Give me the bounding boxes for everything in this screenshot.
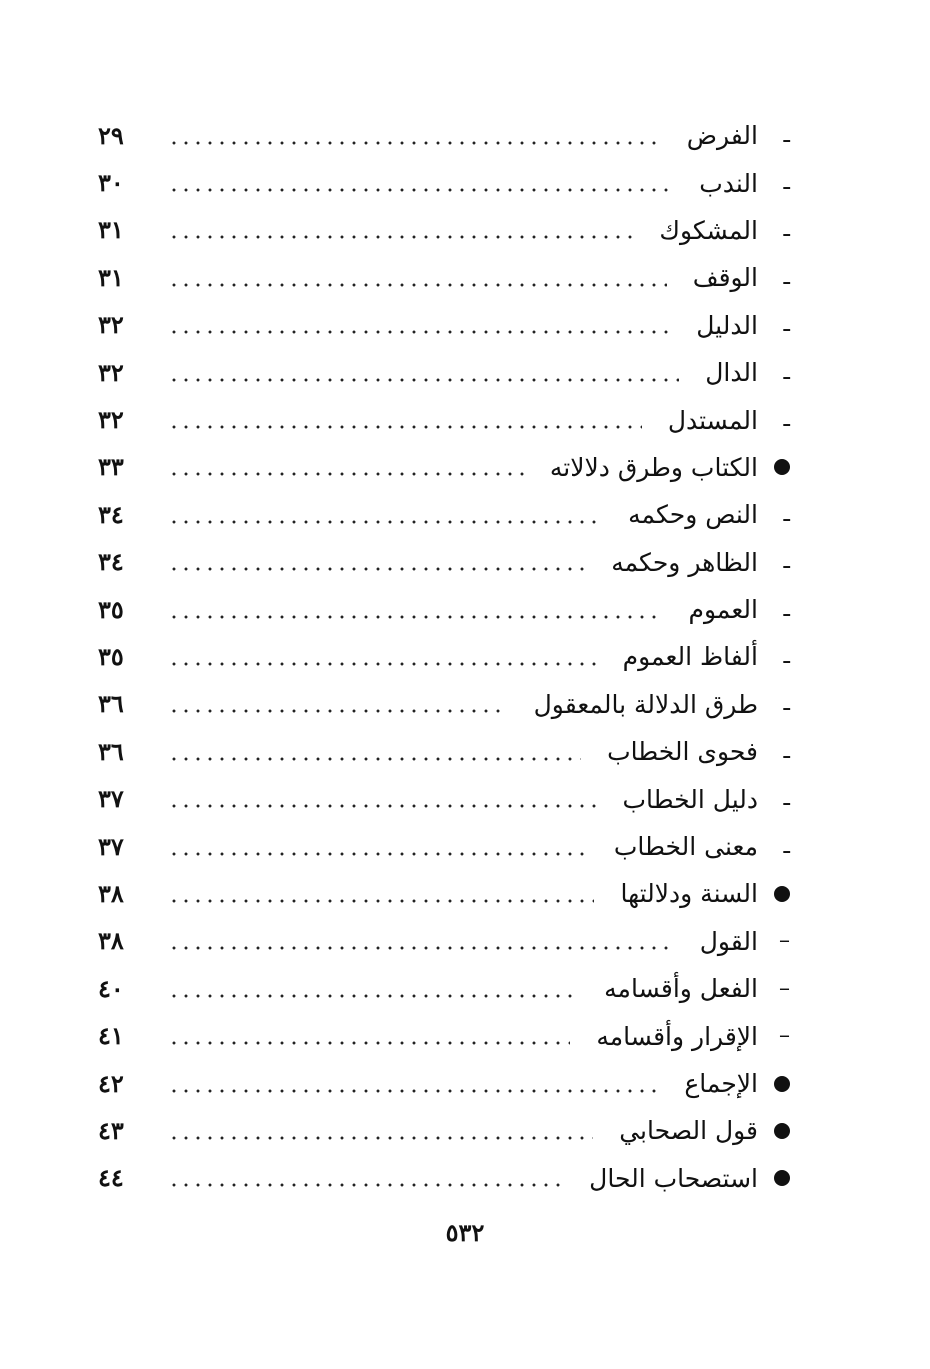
- bullet-icon: [774, 1076, 790, 1092]
- toc-section-title: السنة ودلالتها: [620, 879, 758, 909]
- dash-marker: ـ: [783, 217, 790, 243]
- toc-page-number: ٤٣: [98, 1115, 124, 1145]
- toc-row: [98, 728, 790, 775]
- toc-entry-title: النص وحكمه: [628, 500, 758, 530]
- toc-row: [98, 823, 790, 870]
- dot-leader: [168, 567, 585, 571]
- dash-marker: ـ: [783, 312, 790, 338]
- dash-marker: ـ: [783, 738, 790, 764]
- dot-leader: [168, 662, 597, 666]
- dot-leader: [168, 472, 524, 476]
- toc-entry-title: الفعل وأقسامه: [604, 974, 758, 1004]
- toc-page-number: ٤٢: [98, 1068, 124, 1098]
- dash-marker: ـ: [783, 643, 790, 669]
- toc-entry-title: الندب: [699, 168, 758, 198]
- toc-entry-title: فحوى الخطاب: [607, 737, 758, 767]
- toc-row: [98, 491, 790, 538]
- dash-marker: ـ: [783, 501, 790, 527]
- dot-leader: [168, 709, 508, 713]
- toc-page-number: ٣٤: [98, 547, 124, 577]
- bullet-marker: [758, 886, 790, 902]
- toc-row: [98, 207, 790, 254]
- dot-leader: [168, 1183, 563, 1187]
- toc-row: [98, 681, 790, 728]
- toc-entry-title: الدال: [705, 358, 758, 388]
- toc-section-title: الكتاب وطرق دلالاته: [549, 452, 758, 482]
- toc-row: [98, 254, 790, 301]
- dash-marker: –: [779, 1023, 790, 1049]
- dot-leader: [168, 757, 581, 761]
- toc-entry-title: المستدل: [667, 405, 758, 435]
- dot-leader: [168, 330, 670, 334]
- toc-page-number: ٣٥: [98, 641, 124, 671]
- toc-page-number: ٣٢: [98, 405, 124, 435]
- dot-leader: [168, 804, 596, 808]
- toc-row: [98, 349, 790, 396]
- dot-leader: [168, 615, 663, 619]
- bullet-marker: [758, 1170, 790, 1186]
- table-of-contents: [98, 112, 790, 1202]
- toc-page-number: ٣٠: [98, 168, 124, 198]
- dot-leader: [168, 235, 633, 239]
- toc-entry-title: الإقرار وأقسامه: [596, 1021, 758, 1051]
- toc-row: [98, 1060, 790, 1107]
- toc-row: [98, 775, 790, 822]
- page-footer-number: ٥٣٢: [445, 1218, 485, 1247]
- toc-entry-title: دليل الخطاب: [622, 784, 758, 814]
- dash-marker: ـ: [783, 170, 790, 196]
- toc-row: [98, 1012, 790, 1059]
- toc-page-number: ٣٢: [98, 310, 124, 340]
- dot-leader: [168, 946, 674, 950]
- toc-entry-title: الوقف: [692, 263, 758, 293]
- dash-marker: ـ: [783, 596, 790, 622]
- toc-page-number: ٣٨: [98, 878, 124, 908]
- dash-marker: ـ: [783, 833, 790, 859]
- toc-row: [98, 918, 790, 965]
- dash-marker: –: [779, 975, 790, 1001]
- dot-leader: [168, 994, 578, 998]
- dash-marker: ـ: [783, 691, 790, 717]
- toc-page-number: ٤٤: [98, 1163, 124, 1193]
- dot-leader: [168, 141, 661, 145]
- toc-page-number: ٤١: [98, 1021, 124, 1051]
- dot-leader: [168, 1136, 593, 1140]
- dot-leader: [168, 378, 679, 382]
- toc-page-number: ٤٠: [98, 973, 124, 1003]
- toc-page-number: ٣١: [98, 262, 124, 292]
- toc-entry-title: المشكوك: [659, 215, 758, 245]
- toc-page-number: ٣٦: [98, 689, 124, 719]
- bullet-marker: [758, 459, 790, 475]
- bullet-icon: [774, 459, 790, 475]
- toc-page-number: ٢٩: [98, 120, 124, 150]
- dot-leader: [168, 188, 673, 192]
- toc-page-number: ٣٣: [98, 452, 124, 482]
- dash-marker: ـ: [783, 407, 790, 433]
- toc-row: [98, 539, 790, 586]
- dash-marker: ـ: [783, 359, 790, 385]
- toc-page-number: ٣٤: [98, 499, 124, 529]
- toc-row: [98, 870, 790, 917]
- dot-leader: [168, 283, 667, 287]
- toc-row: [98, 633, 790, 680]
- dash-marker: –: [779, 928, 790, 954]
- dot-leader: [168, 425, 642, 429]
- toc-entry-title: الدليل: [696, 310, 758, 340]
- toc-row: [98, 112, 790, 159]
- toc-entry-title: القول: [699, 926, 758, 956]
- toc-row: [98, 586, 790, 633]
- toc-section-title: الإجماع: [684, 1069, 758, 1098]
- bullet-icon: [774, 886, 790, 902]
- toc-row: [98, 1155, 790, 1202]
- toc-entry-title: طرق الدلالة بالمعقول: [533, 689, 758, 719]
- dot-leader: [168, 1041, 570, 1045]
- dot-leader: [168, 852, 588, 856]
- toc-page-number: ٣٧: [98, 784, 124, 814]
- toc-page-number: ٣٥: [98, 594, 124, 624]
- toc-row: [98, 396, 790, 443]
- toc-entry-title: الفرض: [686, 121, 758, 151]
- dash-marker: ـ: [783, 786, 790, 812]
- dash-marker: ـ: [783, 549, 790, 575]
- toc-section-title: قول الصحابي: [619, 1116, 758, 1146]
- dot-leader: [168, 899, 594, 903]
- toc-page-number: ٣٨: [98, 926, 124, 956]
- toc-entry-title: الظاهر وحكمه: [611, 547, 758, 577]
- toc-section-title: استصحاب الحال: [589, 1163, 758, 1193]
- toc-row: [98, 965, 790, 1012]
- toc-page-number: ٣١: [98, 215, 124, 245]
- dot-leader: [168, 520, 602, 524]
- toc-page-number: ٣٢: [98, 357, 124, 387]
- bullet-marker: [758, 1076, 790, 1092]
- bullet-icon: [774, 1123, 790, 1139]
- bullet-icon: [774, 1170, 790, 1186]
- dot-leader: [168, 1089, 658, 1093]
- toc-entry-title: معنى الخطاب: [613, 832, 758, 862]
- bullet-marker: [758, 1123, 790, 1139]
- toc-row: [98, 159, 790, 206]
- toc-page-number: ٣٦: [98, 736, 124, 766]
- toc-row: [98, 302, 790, 349]
- toc-entry-title: العموم: [688, 595, 758, 625]
- toc-entry-title: ألفاظ العموم: [622, 642, 758, 672]
- toc-row: [98, 444, 790, 491]
- dash-marker: ـ: [783, 264, 790, 290]
- dash-marker: ـ: [783, 122, 790, 148]
- toc-row: [98, 1107, 790, 1154]
- toc-page-number: ٣٧: [98, 831, 124, 861]
